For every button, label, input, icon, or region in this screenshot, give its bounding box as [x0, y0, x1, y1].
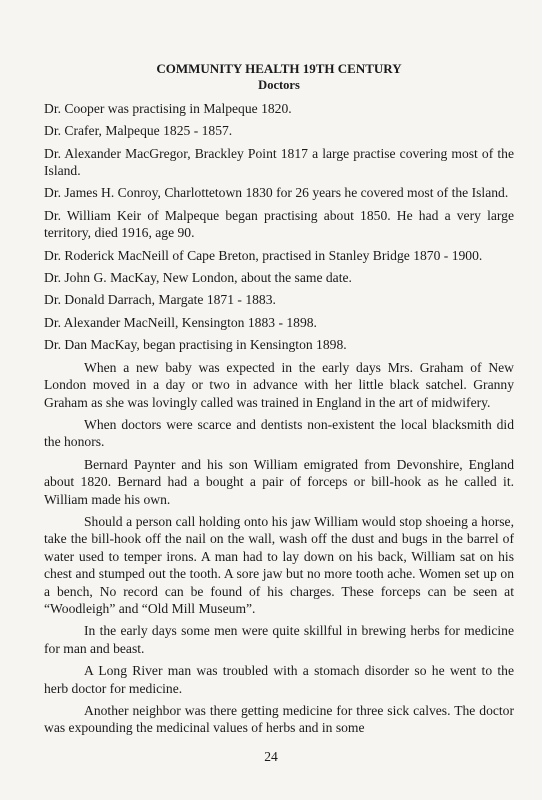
- doctor-entry: Dr. Cooper was practising in Malpeque 1820.: [44, 100, 292, 116]
- body-paragraph: Bernard Paynter and his son William emigrated from Devonshire, England about 1820. Bernard had a bought a pair of forceps or bill-hook as he called it. William made his own.: [44, 456, 514, 507]
- doctor-entry: Dr. Crafer, Malpeque 1825 - 1857.: [44, 123, 233, 139]
- doctor-entry: Dr. James H. Conroy, Charlottetown 1830 for 26 years he covered most of the Island.: [44, 185, 509, 201]
- doctor-entry: Dr. Alexander MacNeill, Kensington 1883 - 1898.: [44, 314, 317, 330]
- doctor-entry: Dr. Alexander MacGregor, Brackley Point 1817 a large practise covering most of the Island.: [44, 145, 514, 179]
- body-paragraph: Should a person call holding onto his jaw William would stop shoeing a horse, take the bill-hook off the nail on the wall, wash off the dust and bugs in the barrel of water used to temper irons. A man had to lay down on his back, William sat on his chest and stumped out the tooth. A sore jaw but no more tooth ache. Women set up on a bench, No record can be found of his charges. These forceps can be seen at “Woodleigh” and “Old Mill Museum”.: [44, 513, 514, 616]
- body-paragraph: When doctors were scarce and dentists non-existent the local blacksmith did the honors.: [44, 416, 514, 450]
- section-subheading: Doctors: [258, 78, 300, 93]
- doctor-entry: Dr. Roderick MacNeill of Cape Breton, practised in Stanley Bridge 1870 - 1900.: [44, 247, 483, 263]
- body-paragraph: In the early days some men were quite skillful in brewing herbs for medicine for man and beast.: [44, 623, 514, 656]
- page-heading: COMMUNITY HEALTH 19TH CENTURY: [156, 61, 402, 76]
- page-number: 24: [264, 749, 278, 764]
- doctor-entry: Dr. William Keir of Malpeque began practising about 1850. He had a very large territory, died 1916, age 90.: [44, 207, 514, 241]
- doctor-entry: Dr. Donald Darrach, Margate 1871 - 1883.: [44, 292, 276, 308]
- doctor-entry: Dr. Dan MacKay, began practising in Kensington 1898.: [44, 337, 347, 353]
- doctor-entry: Dr. John G. MacKay, New London, about the same date.: [44, 270, 352, 286]
- body-paragraph: A Long River man was troubled with a stomach disorder so he went to the herb doctor for medicine.: [44, 663, 514, 696]
- page-content: [44, 60, 514, 742]
- body-paragraph: When a new baby was expected in the early days Mrs. Graham of New London moved in a day or two in advance with her little black satchel. Granny Graham as she was lovingly called was trained in England in the art of midwifery.: [44, 359, 514, 410]
- body-paragraph: Another neighbor was there getting medicine for three sick calves. The doctor was expounding the medicinal values of herbs and in some: [44, 703, 514, 736]
